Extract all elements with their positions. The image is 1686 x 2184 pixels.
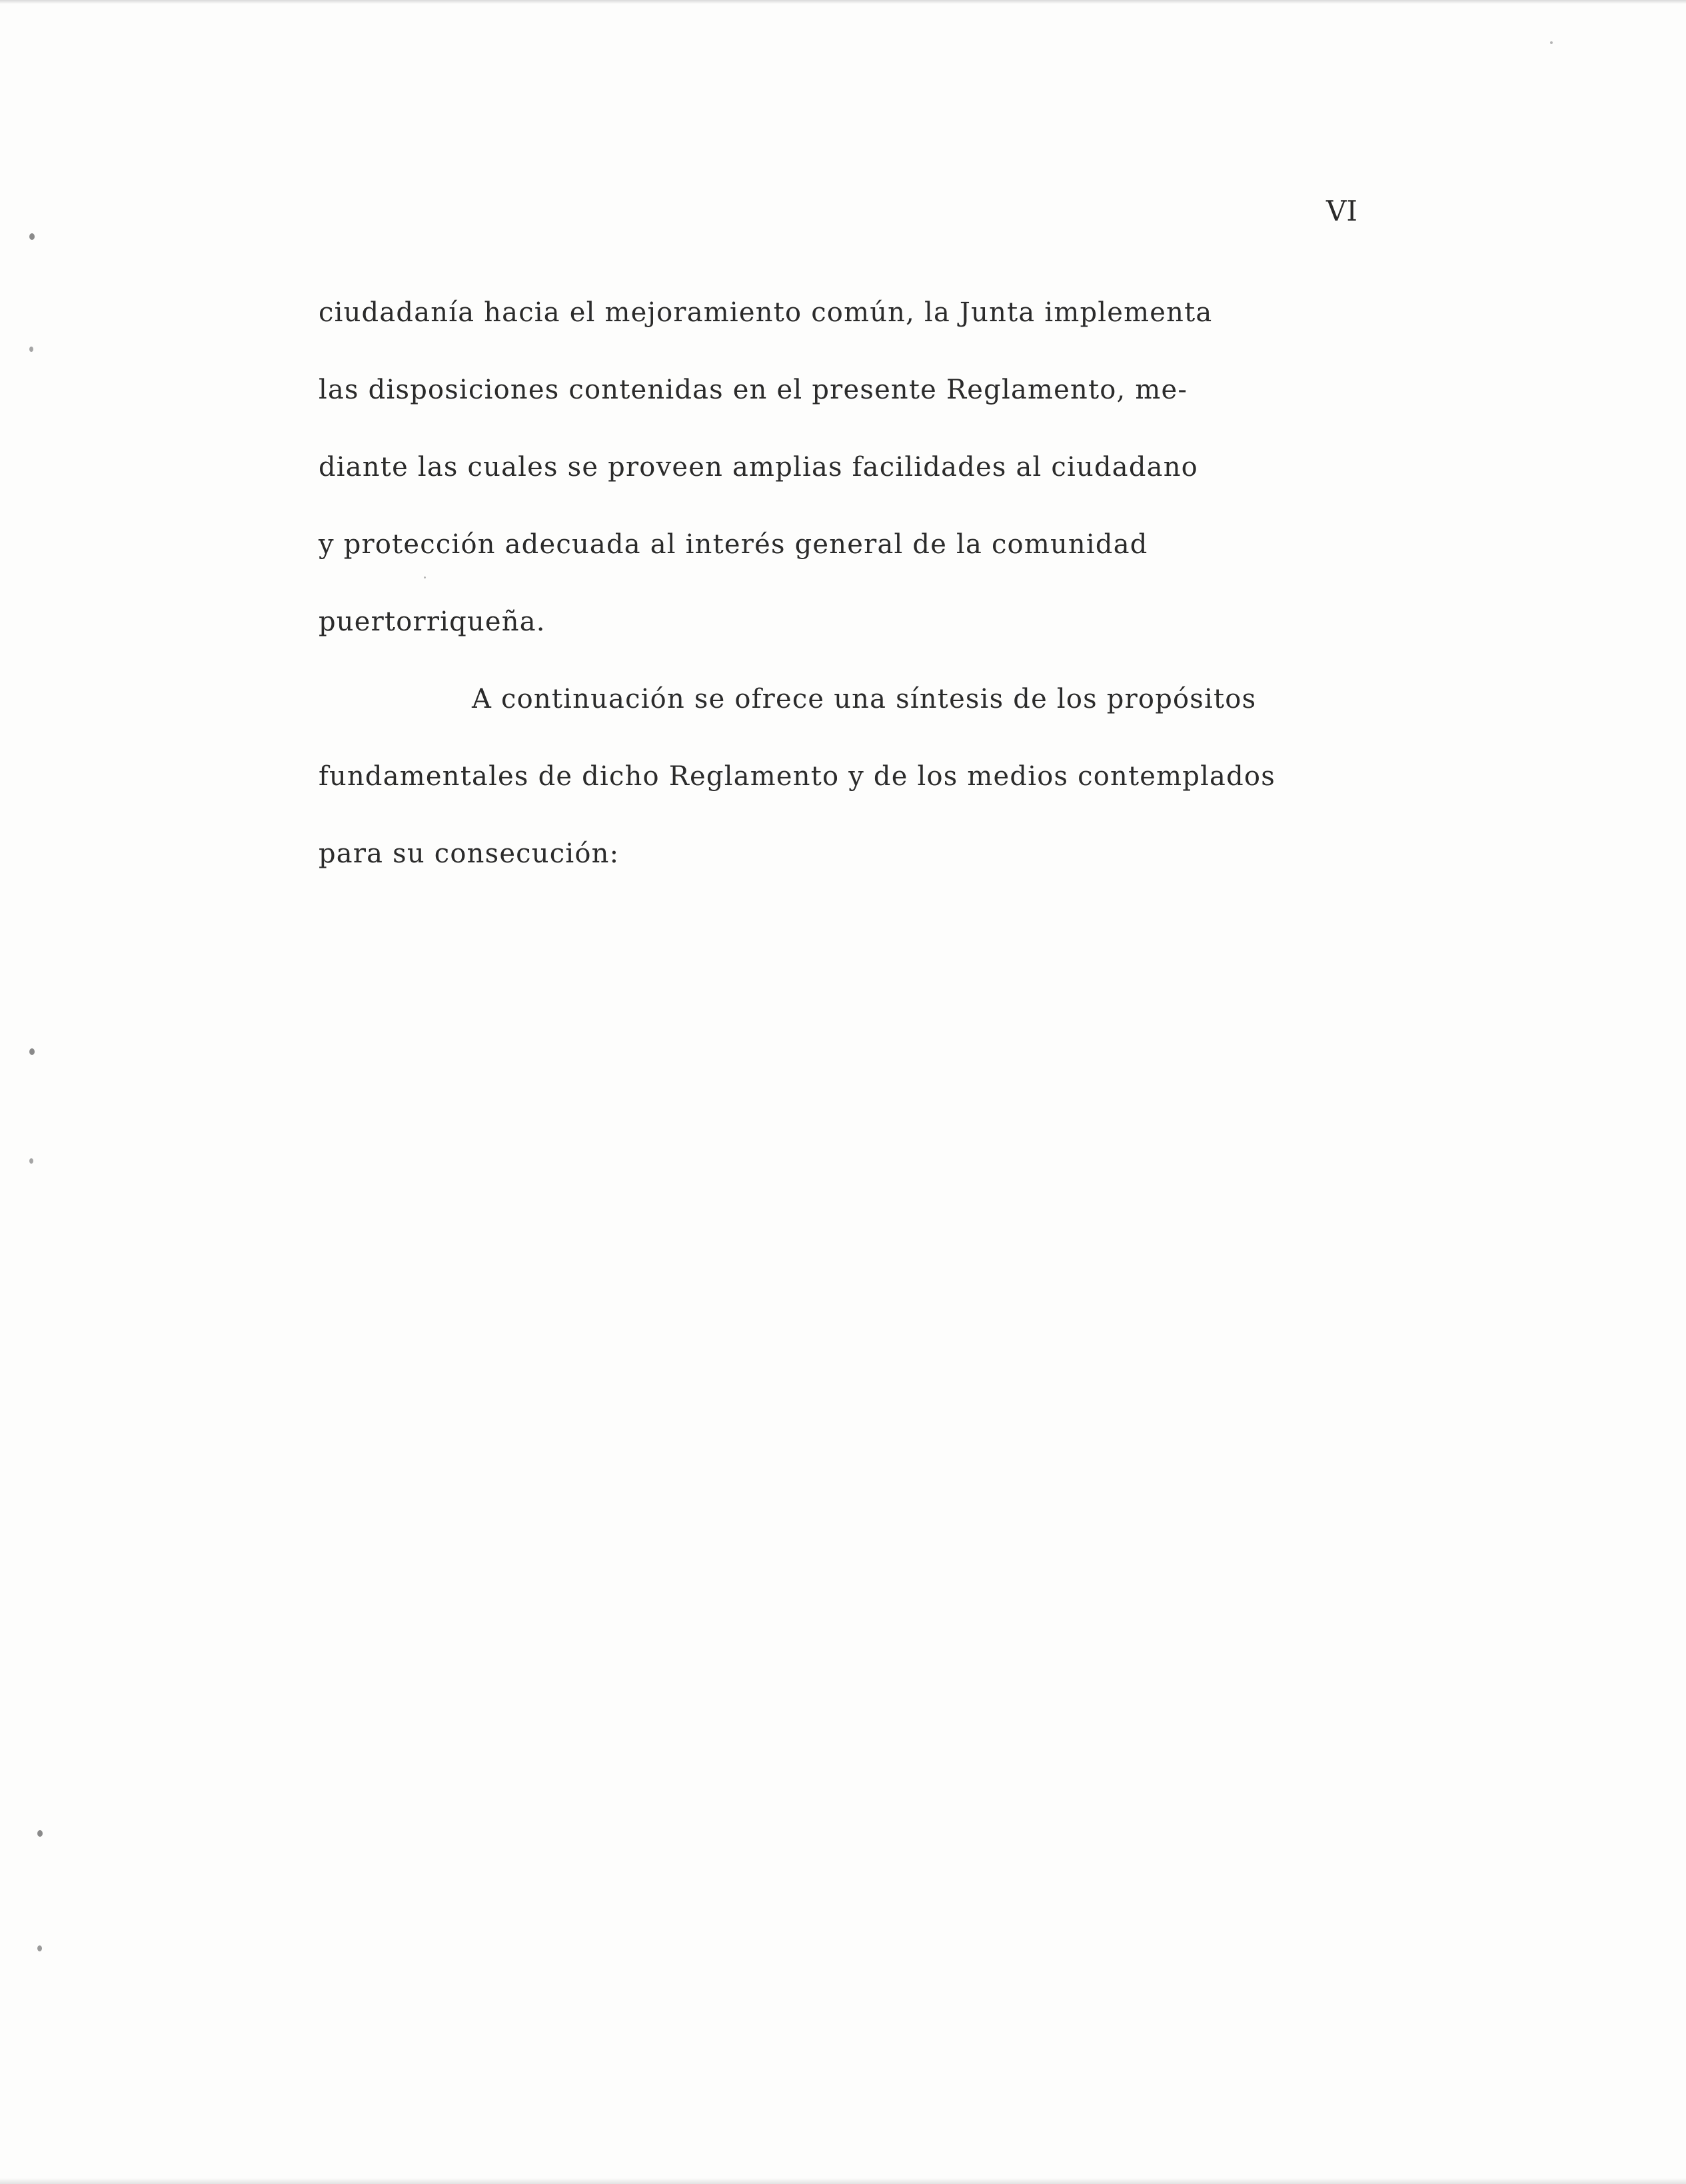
page-number: VI xyxy=(1326,195,1357,227)
binder-mark-5 xyxy=(37,1830,43,1837)
binder-mark-1 xyxy=(29,233,35,240)
binder-mark-3 xyxy=(29,1048,35,1055)
paragraph-2-line-1: A continuación se ofrece una síntesis de los propósitos xyxy=(472,684,1257,714)
binder-mark-6 xyxy=(37,1945,42,1951)
paper-speck-2 xyxy=(424,576,426,578)
paragraph-2-line-3: para su consecución: xyxy=(319,838,620,869)
paragraph-1-line-4: y protección adecuada al interés general de la comunidad xyxy=(319,529,1148,560)
paper-speck-1 xyxy=(1550,41,1553,44)
paragraph-2-line-2: fundamentales de dicho Reglamento y de los medios contemplados xyxy=(319,761,1275,792)
paragraph-1-line-1: ciudadanía hacia el mejoramiento común, la Junta implementa xyxy=(319,297,1213,328)
paragraph-1-line-3: diante las cuales se proveen amplias facilidades al ciudadano xyxy=(319,452,1198,483)
page-bottom-edge xyxy=(0,2178,1686,2184)
paragraph-1-line-2: las disposiciones contenidas en el presente Reglamento, me- xyxy=(319,375,1188,405)
paragraph-1-line-5: puertorriqueña. xyxy=(319,606,546,637)
binder-mark-2 xyxy=(29,347,33,352)
page-top-edge xyxy=(0,0,1686,4)
binder-mark-4 xyxy=(29,1158,33,1164)
